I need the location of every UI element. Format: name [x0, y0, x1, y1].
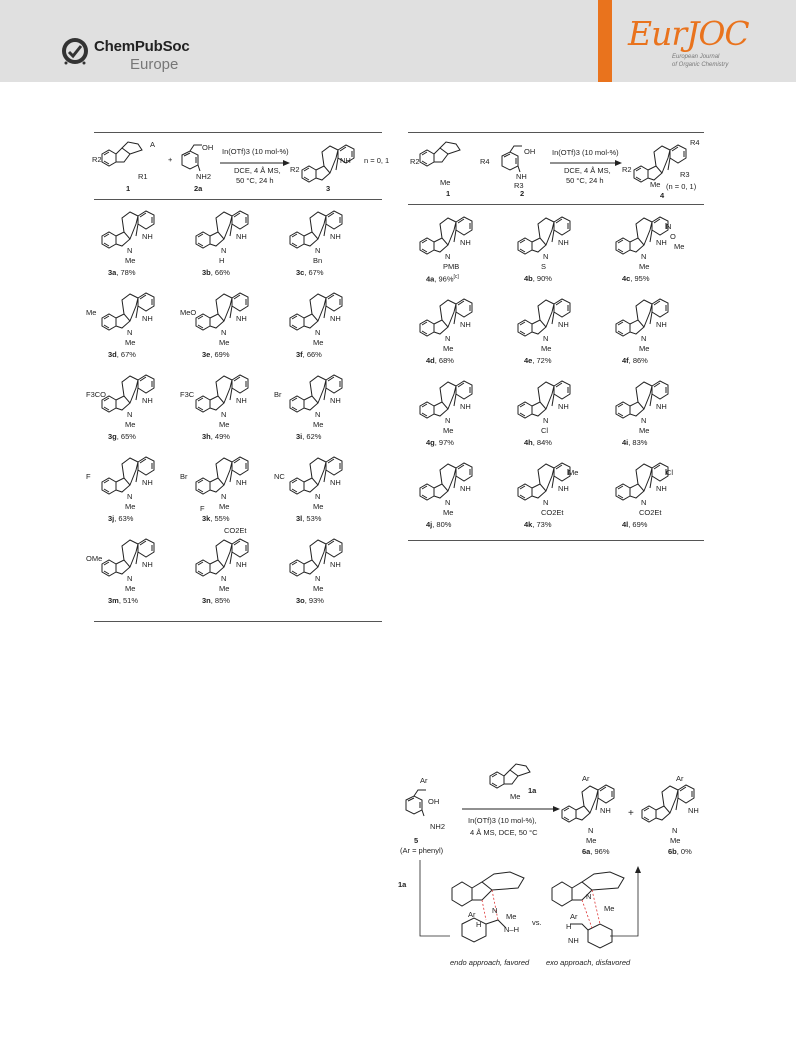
- left-3l-nh-label: NH: [330, 478, 341, 487]
- left-product-3d-number: 3d: [108, 350, 117, 359]
- right-4l-sub2: Cl: [666, 468, 674, 477]
- left-product-3k-yield: , 55%: [210, 514, 230, 523]
- left-3b-nh-label: NH: [236, 232, 247, 241]
- right-product-4k-number: 4k: [524, 520, 533, 529]
- reactant-5-number: 5: [414, 836, 419, 845]
- 6b-me-label: Me: [670, 836, 681, 845]
- mech-reagent2: 4 Å MS, DCE, 50 °C: [470, 828, 538, 837]
- right-nh-label: NH: [516, 172, 527, 181]
- r1-label: R1: [138, 172, 148, 181]
- right-4c-n-label: N: [641, 252, 647, 261]
- mech-reaction-arrow: [462, 806, 560, 812]
- right-4a-n-label: N: [445, 252, 451, 261]
- left-product-3l-yield: , 53%: [302, 514, 322, 523]
- exo-caption: exo approach, disfavored: [546, 958, 631, 967]
- left-product-3b-yield: , 66%: [210, 268, 230, 277]
- left-3i-ring-substituent: Br: [274, 390, 282, 399]
- right-product-4b-number: 4b: [524, 274, 533, 283]
- right-4i-n-label: N: [641, 416, 647, 425]
- 6a-me-label: Me: [586, 836, 597, 845]
- right-4h-nh-label: NH: [558, 402, 569, 411]
- mech-reagent1: In(OTf)3 (10 mol-%),: [468, 816, 537, 825]
- left-3j-n-label: N: [127, 492, 133, 501]
- right-product-4a-yield: , 96%: [434, 274, 454, 284]
- publisher-name: ChemPubSoc: [94, 38, 190, 55]
- left-product-3n-number: 3n: [202, 596, 211, 605]
- left-3c-n-label: N: [315, 246, 321, 255]
- left-3n-nh-label: NH: [236, 560, 247, 569]
- right-4k-sub2: Me: [568, 468, 579, 477]
- left-3n-substituent: Me: [219, 584, 230, 593]
- left-3o-nh-label: NH: [330, 560, 341, 569]
- product4-me-label: Me: [650, 180, 661, 189]
- right-product-4f-number: 4f: [622, 356, 629, 365]
- left-3e-n-label: N: [221, 328, 227, 337]
- exo-ar-label: Ar: [570, 912, 578, 921]
- reactant-2a-number: 2a: [194, 184, 203, 193]
- right-product-4j-number: 4j: [426, 520, 433, 529]
- left-product-3m-number: 3m: [108, 596, 119, 605]
- ar-note: (Ar = phenyl): [400, 846, 444, 855]
- right-r2-label: R2: [410, 157, 420, 166]
- left-product-3n-yield: , 85%: [210, 596, 230, 605]
- right-product-4h-yield: , 84%: [532, 438, 552, 447]
- left-product-3a-yield: , 78%: [116, 268, 136, 277]
- left-product-3h-yield: , 49%: [210, 432, 230, 441]
- left-product-3o-yield: , 93%: [304, 596, 324, 605]
- exo-me-label: Me: [604, 904, 615, 913]
- right-4f-substituent: Me: [639, 344, 650, 353]
- right-me-label: Me: [440, 178, 451, 187]
- left-3g-n-label: N: [127, 410, 133, 419]
- product-r2-label: R2: [290, 165, 300, 174]
- left-3e-nh-label: NH: [236, 314, 247, 323]
- right-4l-nh-label: NH: [656, 484, 667, 493]
- product-6b-yield: , 0%: [676, 847, 692, 856]
- journal-name-line1: European Journal: [672, 54, 720, 60]
- right-4c-substituent: Me: [639, 262, 650, 271]
- right-4c-sub3: O: [670, 232, 676, 241]
- left-3k-ring-substituent: Br: [180, 472, 188, 481]
- product-3-number: 3: [326, 184, 331, 193]
- left-3g-substituent: Me: [125, 420, 136, 429]
- reactant-1-number: 1: [126, 184, 131, 193]
- endo-ar-label: Ar: [468, 910, 476, 919]
- right-r4-label: R4: [480, 157, 490, 166]
- left-3m-ring-substituent: OMe: [86, 554, 103, 563]
- right-product-4a-footnote: [c]: [453, 274, 459, 280]
- left-3f-nh-label: NH: [330, 314, 341, 323]
- right-4g-nh-label: NH: [460, 402, 471, 411]
- left-3g-nh-label: NH: [142, 396, 153, 405]
- left-reagent-bottom2: 50 °C, 24 h: [236, 176, 274, 185]
- product4-r3-label: R3: [680, 170, 690, 179]
- left-3h-nh-label: NH: [236, 396, 247, 405]
- left-product-3h-number: 3h: [202, 432, 211, 441]
- left-3e-ring-substituent: MeO: [180, 308, 197, 317]
- right-reagent-top: In(OTf)3 (10 mol-%): [552, 148, 619, 157]
- left-3k-nh-label: NH: [236, 478, 247, 487]
- product-6b-number: 6b: [668, 847, 677, 856]
- right-4d-nh-label: NH: [460, 320, 471, 329]
- left-3a-nh-label: NH: [142, 232, 153, 241]
- left-3m-substituent: Me: [125, 584, 136, 593]
- right-product-4g-yield: , 97%: [434, 438, 454, 447]
- left-reagent-top: In(OTf)3 (10 mol-%): [222, 147, 289, 156]
- right-4i-nh-label: NH: [656, 402, 667, 411]
- product-6b-structure: [640, 780, 700, 825]
- right-4a-nh-label: NH: [460, 238, 471, 247]
- right-product-4e-number: 4e: [524, 356, 533, 365]
- loop-1a-label: 1a: [398, 880, 407, 889]
- mech-ar-label: Ar: [420, 776, 428, 785]
- oh-label: OH: [202, 143, 214, 152]
- left-3l-ring-substituent: NC: [274, 472, 285, 481]
- right-4f-nh-label: NH: [656, 320, 667, 329]
- left-3l-n-label: N: [315, 492, 321, 501]
- partner-me-label: Me: [510, 792, 521, 801]
- left-3c-nh-label: NH: [330, 232, 341, 241]
- nh2-label: NH2: [196, 172, 212, 181]
- product4-r2-label: R2: [622, 165, 632, 174]
- right-4b-substituent: S: [541, 262, 547, 271]
- product-6a-structure: [560, 780, 620, 825]
- left-3d-n-label: N: [127, 328, 133, 337]
- left-3h-substituent: Me: [219, 420, 230, 429]
- left-3f-n-label: N: [315, 328, 321, 337]
- exo-h-label: H: [566, 922, 572, 931]
- right-4f-n-label: N: [641, 334, 647, 343]
- right-4j-nh-label: NH: [460, 484, 471, 493]
- left-3b-n-label: N: [221, 246, 227, 255]
- left-product-3c-number: 3c: [296, 268, 305, 277]
- right-4d-substituent: Me: [443, 344, 454, 353]
- plus-sign: +: [168, 155, 173, 164]
- left-3n-n-label: N: [221, 574, 227, 583]
- right-product-4l-yield: , 69%: [628, 520, 648, 529]
- right-4l-n-label: N: [641, 498, 647, 507]
- left-3a-n-label: N: [127, 246, 133, 255]
- product-nh-label: NH: [340, 156, 351, 165]
- product4-r4-label: R4: [690, 138, 700, 147]
- left-product-3j-yield: , 63%: [114, 514, 134, 523]
- left-product-3b-number: 3b: [202, 268, 211, 277]
- left-3e-substituent: Me: [219, 338, 230, 347]
- right-4h-substituent: Cl: [541, 426, 549, 435]
- right-product-4l-number: 4l: [622, 520, 629, 529]
- right-product-4d-yield: , 68%: [434, 356, 454, 365]
- endo-me-label: Me: [506, 912, 517, 921]
- right-product-4k-yield: , 73%: [532, 520, 552, 529]
- right-4g-substituent: Me: [443, 426, 454, 435]
- right-reagent-bottom1: DCE, 4 Å MS,: [564, 166, 611, 175]
- right-product-4d-number: 4d: [426, 356, 435, 365]
- right-reagent-bottom2: 50 °C, 24 h: [566, 176, 604, 185]
- right-4e-substituent: Me: [541, 344, 552, 353]
- left-3i-nh-label: NH: [330, 396, 341, 405]
- right-4i-substituent: Me: [639, 426, 650, 435]
- left-product-3o-number: 3o: [296, 596, 305, 605]
- right-4k-nh-label: NH: [558, 484, 569, 493]
- left-product-3i-yield: , 62%: [302, 432, 322, 441]
- left-product-3k-number: 3k: [202, 514, 211, 523]
- left-3j-ring-substituent: F: [86, 472, 91, 481]
- right-4j-n-label: N: [445, 498, 451, 507]
- right-product-4a-number: 4a: [426, 274, 435, 284]
- right-reactant-1-number: 1: [446, 189, 451, 198]
- endo-h-label: H: [476, 920, 482, 929]
- exo-transition-state: [548, 868, 648, 948]
- right-4c-nh-label: NH: [656, 238, 667, 247]
- left-3b-substituent: H: [219, 256, 225, 265]
- left-3i-substituent: Me: [313, 420, 324, 429]
- right-4b-nh-label: NH: [558, 238, 569, 247]
- right-4k-n-label: N: [543, 498, 549, 507]
- right-product-4g-number: 4g: [426, 438, 435, 447]
- left-product-3g-number: 3g: [108, 432, 117, 441]
- left-3d-substituent: Me: [125, 338, 136, 347]
- left-3n-top-substituent: CO2Et: [224, 526, 247, 535]
- left-reagent-bottom1: DCE, 4 Å MS,: [234, 166, 281, 175]
- product-4-number: 4: [660, 191, 665, 200]
- vs-label: vs.: [532, 918, 542, 927]
- left-3d-ring-substituent: Me: [86, 308, 97, 317]
- right-4l-substituent: CO2Et: [639, 508, 662, 517]
- left-3i-n-label: N: [315, 410, 321, 419]
- right-product-4i-number: 4i: [622, 438, 629, 447]
- 6b-n-label: N: [672, 826, 678, 835]
- right-4e-nh-label: NH: [558, 320, 569, 329]
- 6a-ar-label: Ar: [582, 774, 590, 783]
- exo-nh-label: NH: [568, 936, 579, 945]
- left-product-3i-number: 3i: [296, 432, 303, 441]
- left-product-3g-yield: , 65%: [116, 432, 136, 441]
- right-product-4c-yield: , 95%: [630, 274, 650, 283]
- left-product-3l-number: 3l: [296, 514, 303, 523]
- left-3c-substituent: Bn: [313, 256, 323, 265]
- right-product-4b-yield: , 90%: [532, 274, 552, 283]
- left-3h-ring-substituent: F3C: [180, 390, 195, 399]
- right-product-4j-yield: , 80%: [432, 520, 452, 529]
- endo-n-label: N: [492, 906, 498, 915]
- right-product-4f-yield: , 86%: [628, 356, 648, 365]
- left-3m-n-label: N: [127, 574, 133, 583]
- product-6b-caption: [668, 847, 692, 856]
- left-3l-substituent: Me: [313, 502, 324, 511]
- 6a-nh-label: NH: [600, 806, 611, 815]
- left-3j-substituent: Me: [125, 502, 136, 511]
- mech-nh2-label: NH2: [430, 822, 446, 831]
- right-4h-n-label: N: [543, 416, 549, 425]
- left-product-3f-number: 3f: [296, 350, 303, 359]
- right-product-4i-yield: , 83%: [628, 438, 648, 447]
- 6b-nh-label: NH: [688, 806, 699, 815]
- left-3j-nh-label: NH: [142, 478, 153, 487]
- right-oh-label: OH: [524, 147, 536, 156]
- endo-nh-label: N–H: [504, 925, 520, 934]
- left-product-3m-yield: , 51%: [118, 596, 139, 605]
- journal-name-line2: of Organic Chemistry: [672, 62, 729, 68]
- r2-label: R2: [92, 155, 102, 164]
- right-r3-label: R3: [514, 181, 524, 190]
- right-n-note: (n = 0, 1): [666, 182, 697, 191]
- mech-oh-label: OH: [428, 797, 440, 806]
- product-6a-number: 6a: [582, 847, 591, 856]
- left-3k-n-label: N: [221, 492, 227, 501]
- n-note: n = 0, 1: [364, 156, 390, 165]
- left-product-3f-yield: , 66%: [302, 350, 322, 359]
- right-reactant-2-number: 2: [520, 189, 525, 198]
- left-product-3d-yield: , 67%: [116, 350, 136, 359]
- 6b-ar-label: Ar: [676, 774, 684, 783]
- journal-logo-text: EurJOC: [628, 14, 749, 53]
- left-product-3j-number: 3j: [108, 514, 115, 523]
- a-label: A: [150, 140, 156, 149]
- left-product-3e-yield: , 69%: [210, 350, 230, 359]
- plus-sign-mech: +: [628, 808, 634, 819]
- left-3g-ring-substituent: F3CO: [86, 390, 107, 399]
- right-4d-n-label: N: [445, 334, 451, 343]
- right-product-4e-yield: , 72%: [532, 356, 552, 365]
- right-product-4h-number: 4h: [524, 438, 533, 447]
- right-4e-n-label: N: [543, 334, 549, 343]
- left-3o-substituent: Me: [313, 584, 324, 593]
- left-3d-nh-label: NH: [142, 314, 153, 323]
- left-3k-ring-substituent-2: F: [200, 504, 205, 513]
- right-4g-n-label: N: [445, 416, 451, 425]
- left-3o-n-label: N: [315, 574, 321, 583]
- product-6a-yield: , 96%: [590, 847, 610, 856]
- left-3k-substituent: Me: [219, 502, 230, 511]
- exo-n-label: N: [586, 892, 592, 901]
- right-4b-n-label: N: [543, 252, 549, 261]
- right-4c-sub2: N: [666, 222, 672, 231]
- 6a-n-label: N: [588, 826, 594, 835]
- right-product-4c-number: 4c: [622, 274, 631, 283]
- left-product-3c-yield: , 67%: [304, 268, 324, 277]
- right-4c-sub4: Me: [674, 242, 685, 251]
- publisher-region: Europe: [130, 56, 179, 73]
- left-product-3e-number: 3e: [202, 350, 211, 359]
- left-3m-nh-label: NH: [142, 560, 153, 569]
- right-4k-substituent: CO2Et: [541, 508, 564, 517]
- right-4a-substituent: PMB: [443, 262, 460, 271]
- left-product-3a-number: 3a: [108, 268, 117, 277]
- left-3a-substituent: Me: [125, 256, 136, 265]
- partner-1a-number: 1a: [528, 786, 537, 795]
- endo-transition-state: [448, 868, 548, 948]
- product-6a-caption: [582, 847, 610, 856]
- left-3h-n-label: N: [221, 410, 227, 419]
- left-3f-substituent: Me: [313, 338, 324, 347]
- endo-caption: endo approach, favored: [450, 958, 530, 967]
- right-4j-substituent: Me: [443, 508, 454, 517]
